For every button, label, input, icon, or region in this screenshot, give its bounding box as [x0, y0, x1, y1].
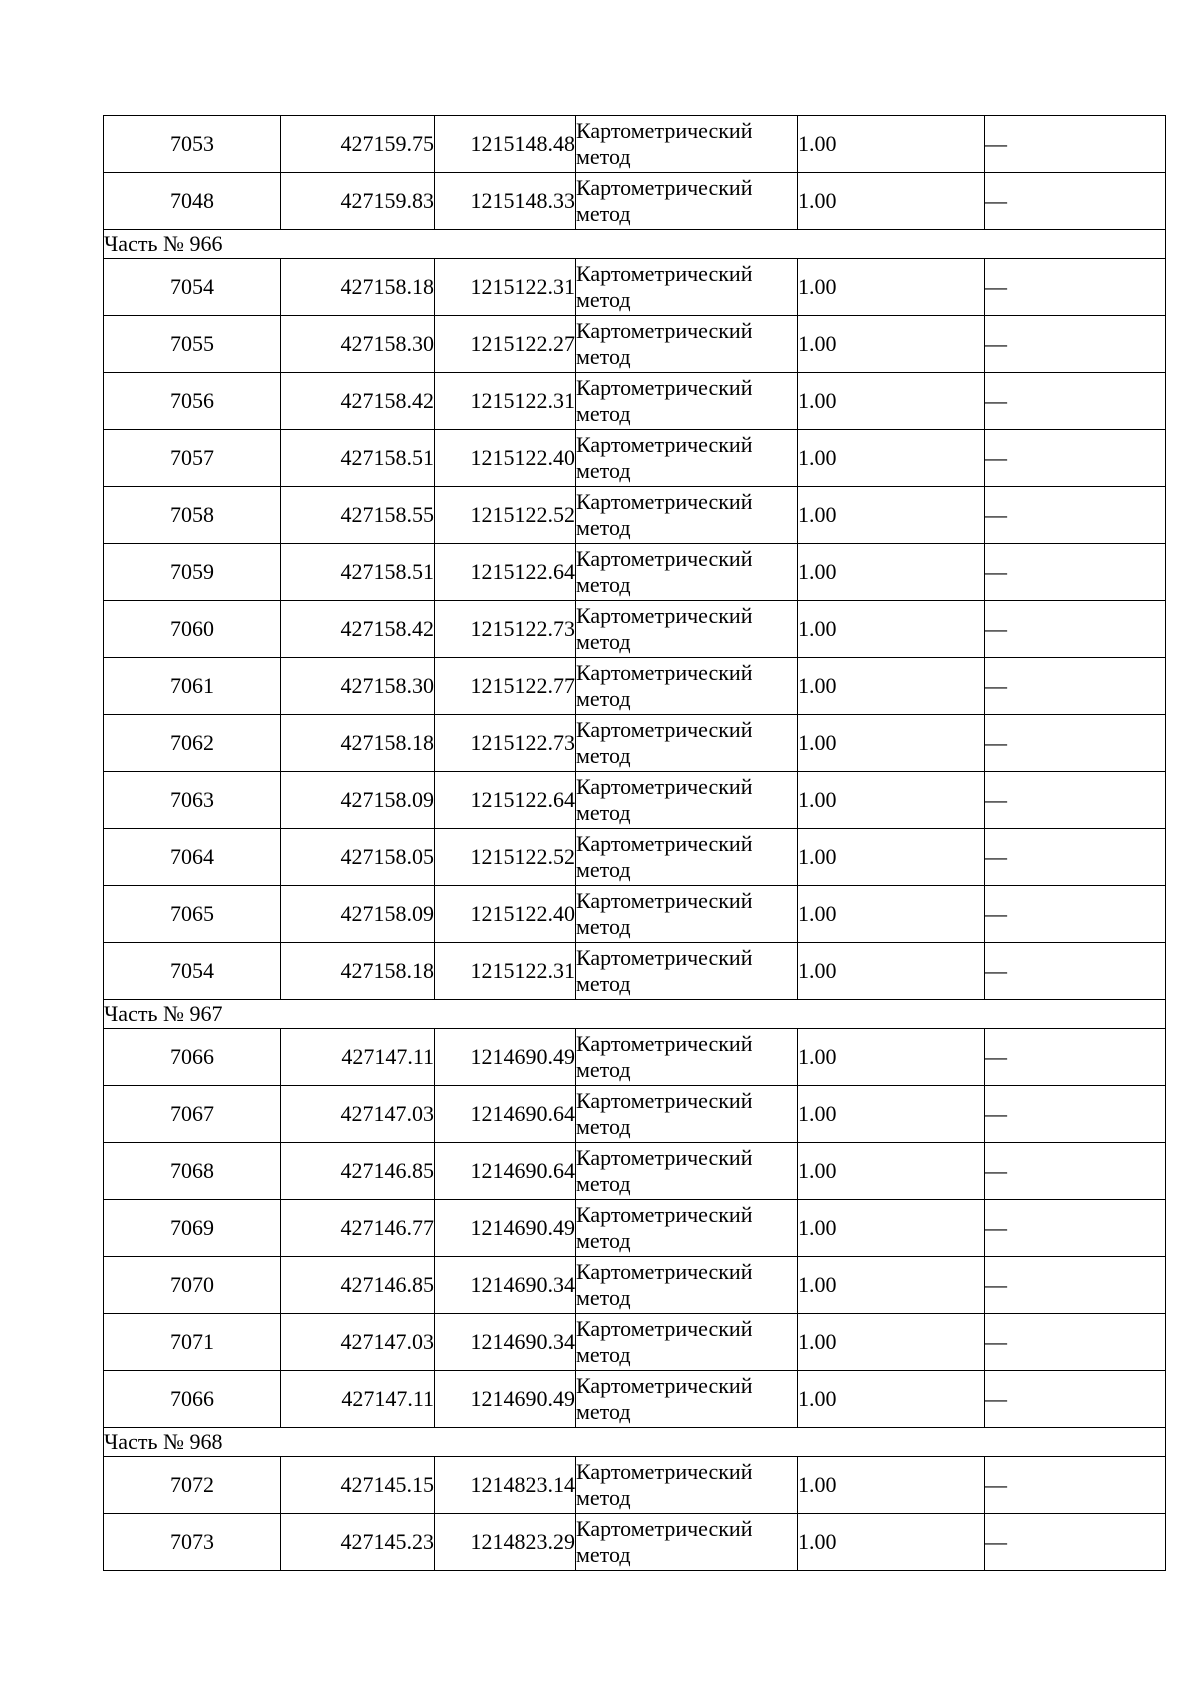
- point-number-cell: 7058: [104, 487, 281, 544]
- note-cell: —: [985, 1029, 1166, 1086]
- point-number-cell: 7048: [104, 173, 281, 230]
- method-line-1: Картометрический: [576, 1373, 753, 1398]
- method-cell: [576, 829, 798, 886]
- method-cell: [576, 772, 798, 829]
- table-row: [104, 601, 1166, 658]
- y-coordinate-cell: 1214690.49: [435, 1200, 576, 1257]
- method-cell: [576, 116, 798, 173]
- method-line-1: Картометрический: [576, 1145, 753, 1170]
- point-number-cell: 7071: [104, 1314, 281, 1371]
- y-coordinate-cell: 1215148.48: [435, 116, 576, 173]
- method-cell: [576, 1143, 798, 1200]
- method-line-1: Картометрический: [576, 945, 753, 970]
- accuracy-cell: 1.00: [798, 316, 985, 373]
- accuracy-cell: 1.00: [798, 658, 985, 715]
- method-cell: [576, 544, 798, 601]
- method-line-1: Картометрический: [576, 432, 753, 457]
- note-cell: —: [985, 829, 1166, 886]
- section-title: Часть № 968: [104, 1428, 1166, 1457]
- method-cell: [576, 943, 798, 1000]
- note-cell: —: [985, 1457, 1166, 1514]
- method-line-2: метод: [576, 1342, 631, 1367]
- method-cell: [576, 601, 798, 658]
- table-row: [104, 1143, 1166, 1200]
- note-cell: —: [985, 715, 1166, 772]
- y-coordinate-cell: 1214690.64: [435, 1143, 576, 1200]
- method-cell: [576, 886, 798, 943]
- method-line-2: метод: [576, 144, 631, 169]
- method-cell: [576, 487, 798, 544]
- x-coordinate-cell: 427158.51: [281, 544, 435, 601]
- note-cell: —: [985, 1371, 1166, 1428]
- y-coordinate-cell: 1215122.31: [435, 943, 576, 1000]
- y-coordinate-cell: 1215122.77: [435, 658, 576, 715]
- point-number-cell: 7070: [104, 1257, 281, 1314]
- y-coordinate-cell: 1215122.40: [435, 430, 576, 487]
- note-cell: —: [985, 316, 1166, 373]
- table-row: [104, 886, 1166, 943]
- table-row: [104, 1457, 1166, 1514]
- method-line-2: метод: [576, 914, 631, 939]
- coordinates-table-body: [104, 116, 1166, 1571]
- x-coordinate-cell: 427158.09: [281, 886, 435, 943]
- method-line-1: Картометрический: [576, 717, 753, 742]
- section-title: Часть № 966: [104, 230, 1166, 259]
- note-cell: —: [985, 544, 1166, 601]
- method-line-1: Картометрический: [576, 774, 753, 799]
- x-coordinate-cell: 427158.55: [281, 487, 435, 544]
- x-coordinate-cell: 427158.42: [281, 373, 435, 430]
- accuracy-cell: 1.00: [798, 259, 985, 316]
- point-number-cell: 7057: [104, 430, 281, 487]
- note-cell: —: [985, 1514, 1166, 1571]
- table-row: [104, 772, 1166, 829]
- accuracy-cell: 1.00: [798, 601, 985, 658]
- note-cell: —: [985, 1143, 1166, 1200]
- table-row: [104, 316, 1166, 373]
- y-coordinate-cell: 1215122.52: [435, 829, 576, 886]
- method-line-1: Картометрический: [576, 318, 753, 343]
- x-coordinate-cell: 427158.18: [281, 715, 435, 772]
- table-row: [104, 1029, 1166, 1086]
- point-number-cell: 7056: [104, 373, 281, 430]
- accuracy-cell: 1.00: [798, 1086, 985, 1143]
- y-coordinate-cell: 1214823.29: [435, 1514, 576, 1571]
- point-number-cell: 7064: [104, 829, 281, 886]
- y-coordinate-cell: 1215122.73: [435, 715, 576, 772]
- note-cell: —: [985, 1086, 1166, 1143]
- method-line-2: метод: [576, 344, 631, 369]
- y-coordinate-cell: 1215148.33: [435, 173, 576, 230]
- method-line-2: метод: [576, 686, 631, 711]
- method-line-1: Картометрический: [576, 546, 753, 571]
- x-coordinate-cell: 427145.23: [281, 1514, 435, 1571]
- coordinates-table: [103, 115, 1166, 1571]
- section-header-row: [104, 1000, 1166, 1029]
- method-cell: [576, 1029, 798, 1086]
- method-line-1: Картометрический: [576, 489, 753, 514]
- method-line-1: Картометрический: [576, 603, 753, 628]
- point-number-cell: 7066: [104, 1029, 281, 1086]
- y-coordinate-cell: 1215122.31: [435, 259, 576, 316]
- section-header-row: [104, 1428, 1166, 1457]
- method-line-2: метод: [576, 572, 631, 597]
- accuracy-cell: 1.00: [798, 1029, 985, 1086]
- accuracy-cell: 1.00: [798, 1514, 985, 1571]
- note-cell: —: [985, 772, 1166, 829]
- accuracy-cell: 1.00: [798, 173, 985, 230]
- method-line-1: Картометрический: [576, 118, 753, 143]
- method-line-1: Картометрический: [576, 261, 753, 286]
- method-line-2: метод: [576, 1171, 631, 1196]
- point-number-cell: 7065: [104, 886, 281, 943]
- accuracy-cell: 1.00: [798, 1257, 985, 1314]
- accuracy-cell: 1.00: [798, 373, 985, 430]
- accuracy-cell: 1.00: [798, 1371, 985, 1428]
- point-number-cell: 7068: [104, 1143, 281, 1200]
- note-cell: —: [985, 886, 1166, 943]
- note-cell: —: [985, 601, 1166, 658]
- y-coordinate-cell: 1215122.64: [435, 544, 576, 601]
- y-coordinate-cell: 1215122.52: [435, 487, 576, 544]
- method-cell: [576, 1257, 798, 1314]
- table-row: [104, 544, 1166, 601]
- table-row: [104, 1514, 1166, 1571]
- note-cell: —: [985, 173, 1166, 230]
- method-cell: [576, 658, 798, 715]
- point-number-cell: 7062: [104, 715, 281, 772]
- table-row: [104, 487, 1166, 544]
- note-cell: —: [985, 943, 1166, 1000]
- point-number-cell: 7055: [104, 316, 281, 373]
- note-cell: —: [985, 259, 1166, 316]
- point-number-cell: 7061: [104, 658, 281, 715]
- y-coordinate-cell: 1214690.34: [435, 1257, 576, 1314]
- method-cell: [576, 1086, 798, 1143]
- x-coordinate-cell: 427145.15: [281, 1457, 435, 1514]
- method-line-2: метод: [576, 1228, 631, 1253]
- y-coordinate-cell: 1214690.64: [435, 1086, 576, 1143]
- point-number-cell: 7069: [104, 1200, 281, 1257]
- method-cell: [576, 373, 798, 430]
- x-coordinate-cell: 427159.75: [281, 116, 435, 173]
- x-coordinate-cell: 427146.85: [281, 1143, 435, 1200]
- y-coordinate-cell: 1215122.27: [435, 316, 576, 373]
- method-cell: [576, 1314, 798, 1371]
- accuracy-cell: 1.00: [798, 715, 985, 772]
- method-line-1: Картометрический: [576, 1088, 753, 1113]
- method-line-2: метод: [576, 287, 631, 312]
- method-line-1: Картометрический: [576, 375, 753, 400]
- table-row: [104, 373, 1166, 430]
- method-line-1: Картометрический: [576, 660, 753, 685]
- x-coordinate-cell: 427158.05: [281, 829, 435, 886]
- y-coordinate-cell: 1214690.49: [435, 1371, 576, 1428]
- method-line-2: метод: [576, 1542, 631, 1567]
- method-line-2: метод: [576, 1485, 631, 1510]
- method-line-2: метод: [576, 800, 631, 825]
- method-line-2: метод: [576, 515, 631, 540]
- table-row: [104, 943, 1166, 1000]
- y-coordinate-cell: 1214823.14: [435, 1457, 576, 1514]
- point-number-cell: 7066: [104, 1371, 281, 1428]
- y-coordinate-cell: 1215122.31: [435, 373, 576, 430]
- y-coordinate-cell: 1214690.34: [435, 1314, 576, 1371]
- table-row: [104, 1086, 1166, 1143]
- x-coordinate-cell: 427158.30: [281, 316, 435, 373]
- point-number-cell: 7059: [104, 544, 281, 601]
- method-cell: [576, 173, 798, 230]
- x-coordinate-cell: 427147.11: [281, 1029, 435, 1086]
- point-number-cell: 7053: [104, 116, 281, 173]
- method-line-2: метод: [576, 1399, 631, 1424]
- method-line-1: Картометрический: [576, 175, 753, 200]
- method-cell: [576, 1371, 798, 1428]
- method-line-1: Картометрический: [576, 1516, 753, 1541]
- method-line-2: метод: [576, 1114, 631, 1139]
- note-cell: —: [985, 1257, 1166, 1314]
- note-cell: —: [985, 116, 1166, 173]
- y-coordinate-cell: 1214690.49: [435, 1029, 576, 1086]
- method-line-1: Картометрический: [576, 831, 753, 856]
- table-row: [104, 1257, 1166, 1314]
- method-line-2: метод: [576, 1285, 631, 1310]
- x-coordinate-cell: 427147.11: [281, 1371, 435, 1428]
- table-row: [104, 173, 1166, 230]
- accuracy-cell: 1.00: [798, 943, 985, 1000]
- table-row: [104, 1200, 1166, 1257]
- section-header-row: [104, 230, 1166, 259]
- method-line-1: Картометрический: [576, 1031, 753, 1056]
- method-line-1: Картометрический: [576, 1316, 753, 1341]
- accuracy-cell: 1.00: [798, 1143, 985, 1200]
- note-cell: —: [985, 487, 1166, 544]
- note-cell: —: [985, 658, 1166, 715]
- y-coordinate-cell: 1215122.73: [435, 601, 576, 658]
- accuracy-cell: 1.00: [798, 772, 985, 829]
- accuracy-cell: 1.00: [798, 1457, 985, 1514]
- table-row: [104, 116, 1166, 173]
- x-coordinate-cell: 427159.83: [281, 173, 435, 230]
- method-cell: [576, 430, 798, 487]
- x-coordinate-cell: 427158.09: [281, 772, 435, 829]
- x-coordinate-cell: 427158.30: [281, 658, 435, 715]
- note-cell: —: [985, 373, 1166, 430]
- method-cell: [576, 715, 798, 772]
- accuracy-cell: 1.00: [798, 430, 985, 487]
- table-row: [104, 259, 1166, 316]
- note-cell: —: [985, 430, 1166, 487]
- method-line-2: метод: [576, 458, 631, 483]
- table-row: [104, 430, 1166, 487]
- accuracy-cell: 1.00: [798, 487, 985, 544]
- method-line-1: Картометрический: [576, 1459, 753, 1484]
- accuracy-cell: 1.00: [798, 829, 985, 886]
- note-cell: —: [985, 1200, 1166, 1257]
- method-line-1: Картометрический: [576, 1202, 753, 1227]
- method-line-2: метод: [576, 629, 631, 654]
- note-cell: —: [985, 1314, 1166, 1371]
- method-line-1: Картометрический: [576, 1259, 753, 1284]
- table-row: [104, 829, 1166, 886]
- point-number-cell: 7072: [104, 1457, 281, 1514]
- point-number-cell: 7060: [104, 601, 281, 658]
- table-row: [104, 715, 1166, 772]
- method-line-1: Картометрический: [576, 888, 753, 913]
- accuracy-cell: 1.00: [798, 116, 985, 173]
- method-line-2: метод: [576, 743, 631, 768]
- accuracy-cell: 1.00: [798, 1314, 985, 1371]
- section-title: Часть № 967: [104, 1000, 1166, 1029]
- table-row: [104, 658, 1166, 715]
- point-number-cell: 7067: [104, 1086, 281, 1143]
- table-row: [104, 1371, 1166, 1428]
- point-number-cell: 7063: [104, 772, 281, 829]
- accuracy-cell: 1.00: [798, 544, 985, 601]
- point-number-cell: 7054: [104, 259, 281, 316]
- y-coordinate-cell: 1215122.64: [435, 772, 576, 829]
- y-coordinate-cell: 1215122.40: [435, 886, 576, 943]
- x-coordinate-cell: 427158.51: [281, 430, 435, 487]
- table-row: [104, 1314, 1166, 1371]
- method-line-2: метод: [576, 201, 631, 226]
- x-coordinate-cell: 427147.03: [281, 1314, 435, 1371]
- method-cell: [576, 259, 798, 316]
- method-line-2: метод: [576, 857, 631, 882]
- x-coordinate-cell: 427147.03: [281, 1086, 435, 1143]
- accuracy-cell: 1.00: [798, 886, 985, 943]
- method-cell: [576, 1457, 798, 1514]
- method-cell: [576, 1200, 798, 1257]
- x-coordinate-cell: 427158.42: [281, 601, 435, 658]
- point-number-cell: 7073: [104, 1514, 281, 1571]
- method-cell: [576, 1514, 798, 1571]
- method-line-2: метод: [576, 401, 631, 426]
- point-number-cell: 7054: [104, 943, 281, 1000]
- accuracy-cell: 1.00: [798, 1200, 985, 1257]
- x-coordinate-cell: 427146.85: [281, 1257, 435, 1314]
- x-coordinate-cell: 427146.77: [281, 1200, 435, 1257]
- method-line-2: метод: [576, 971, 631, 996]
- method-cell: [576, 316, 798, 373]
- x-coordinate-cell: 427158.18: [281, 943, 435, 1000]
- method-line-2: метод: [576, 1057, 631, 1082]
- x-coordinate-cell: 427158.18: [281, 259, 435, 316]
